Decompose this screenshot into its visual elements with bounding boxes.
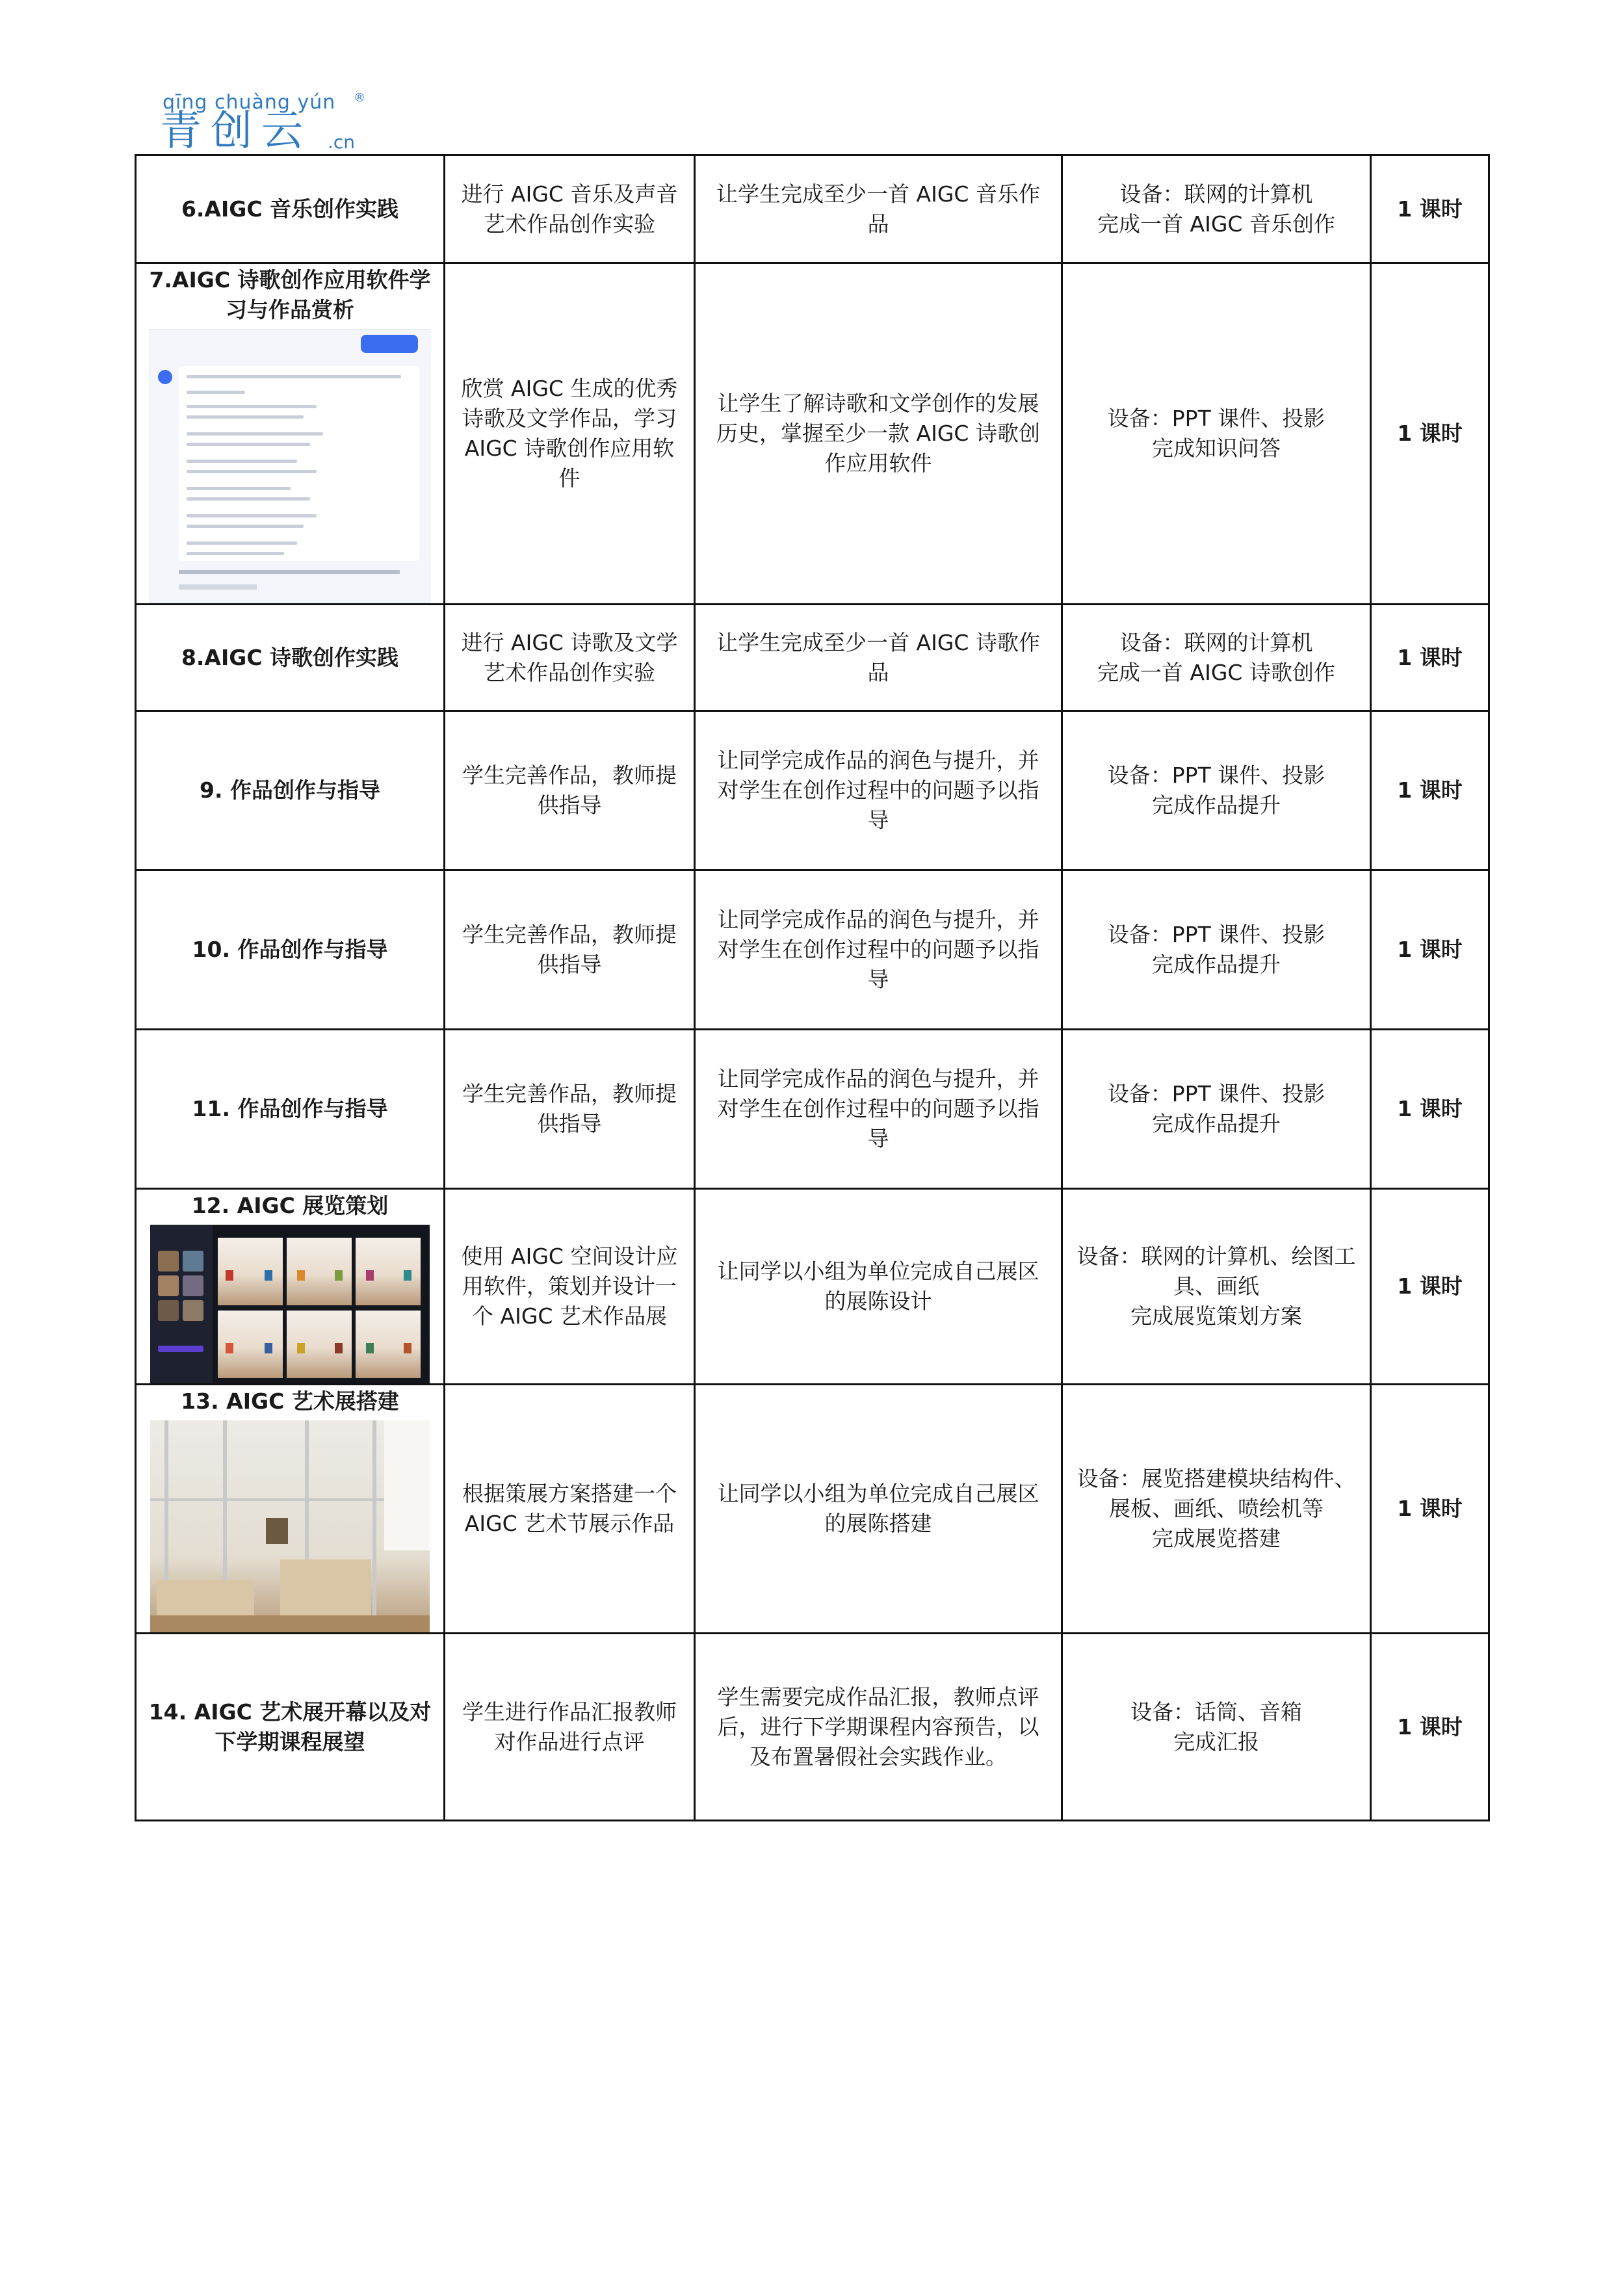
- lesson-title-cell: [136, 1189, 445, 1385]
- lesson-equipment-cell: [1062, 263, 1371, 605]
- lesson-title: 12. AIGC 展览策划: [191, 1193, 389, 1218]
- course-schedule-table: [135, 154, 1490, 1821]
- lesson-equipment-cell: [1062, 155, 1371, 263]
- lesson-title: 11. 作品创作与指导: [136, 1030, 445, 1189]
- lesson-content: 学生完善作品，教师提供指导: [445, 711, 695, 870]
- equipment-text: 设备：PPT 课件、投影: [1107, 1081, 1325, 1106]
- logo-domain: .cn: [328, 131, 356, 153]
- lesson-title-cell: [136, 1385, 445, 1634]
- lesson-goal: 学生需要完成作品汇报，教师点评后，进行下学期课程内容预告，以及布置暑假社会实践作业。: [695, 1634, 1062, 1821]
- lesson-title: 9. 作品创作与指导: [136, 711, 445, 870]
- logo-pinyin: qīng chuàng yún: [163, 91, 336, 114]
- lesson-equipment-cell: [1062, 1030, 1371, 1189]
- lesson-content: 进行 AIGC 诗歌及文学艺术作品创作实验: [445, 605, 695, 711]
- lesson-goal: 让同学以小组为单位完成自己展区的展陈搭建: [695, 1385, 1062, 1634]
- lesson-content: 进行 AIGC 音乐及声音艺术作品创作实验: [445, 155, 695, 263]
- lesson-content: 学生进行作品汇报教师对作品进行点评: [445, 1634, 695, 1821]
- lesson-goal: 让同学完成作品的润色与提升，并对学生在创作过程中的问题予以指导: [695, 870, 1062, 1030]
- table-row: [136, 1634, 1489, 1821]
- assessment-text: 完成作品提升: [1152, 1111, 1281, 1136]
- lesson-equipment-cell: [1062, 1634, 1371, 1821]
- exhibition-build-photo: [150, 1420, 430, 1632]
- equipment-text: 设备：联网的计算机: [1119, 629, 1313, 655]
- lesson-content: 根据策展方案搭建一个 AIGC 艺术节展示作品: [445, 1385, 695, 1634]
- registered-mark: ®: [354, 91, 365, 105]
- lesson-title: 14. AIGC 艺术展开幕以及对下学期课程展望: [136, 1634, 445, 1821]
- lesson-title: 8.AIGC 诗歌创作实践: [136, 605, 445, 711]
- assessment-text: 完成汇报: [1173, 1729, 1259, 1755]
- lesson-goal: 让学生完成至少一首 AIGC 诗歌作品: [695, 605, 1062, 711]
- qingchuangyun-logo: [160, 91, 374, 156]
- equipment-text: 设备：PPT 课件、投影: [1107, 922, 1325, 947]
- lesson-hours: 1 课时: [1371, 605, 1489, 711]
- table-row: [136, 711, 1489, 870]
- assessment-text: 完成作品提升: [1152, 952, 1281, 977]
- assessment-text: 完成作品提升: [1152, 792, 1281, 818]
- lesson-title: 7.AIGC 诗歌创作应用软件学习与作品赏析: [149, 267, 431, 322]
- lesson-equipment-cell: [1062, 605, 1371, 711]
- assessment-text: 完成一首 AIGC 音乐创作: [1097, 211, 1335, 237]
- lesson-hours: 1 课时: [1371, 263, 1489, 605]
- equipment-text: 设备：PPT 课件、投影: [1107, 406, 1325, 431]
- equipment-text: 设备：话筒、音箱: [1130, 1699, 1302, 1725]
- lesson-hours: 1 课时: [1371, 1030, 1489, 1189]
- equipment-text: 设备：展览搭建模块结构件、展板、画纸、喷绘机等: [1076, 1466, 1356, 1521]
- equipment-text: 设备：联网的计算机、绘图工具、画纸: [1076, 1244, 1356, 1299]
- lesson-goal: 让学生完成至少一首 AIGC 音乐作品: [695, 155, 1062, 263]
- logo-characters: 青创云: [160, 107, 312, 155]
- lesson-content: 学生完善作品，教师提供指导: [445, 870, 695, 1030]
- lesson-hours: 1 课时: [1371, 1189, 1489, 1385]
- lesson-hours: 1 课时: [1371, 1385, 1489, 1634]
- table-row: [136, 870, 1489, 1030]
- table-row: [136, 155, 1489, 263]
- lesson-content: 学生完善作品，教师提供指导: [445, 1030, 695, 1189]
- assessment-text: 完成展览策划方案: [1130, 1303, 1302, 1329]
- lesson-title: 13. AIGC 艺术展搭建: [181, 1389, 399, 1414]
- assessment-text: 完成一首 AIGC 诗歌创作: [1097, 659, 1335, 685]
- lesson-hours: 1 课时: [1371, 1634, 1489, 1821]
- lesson-hours: 1 课时: [1371, 155, 1489, 263]
- lesson-goal: 让同学完成作品的润色与提升，并对学生在创作过程中的问题予以指导: [695, 1030, 1062, 1189]
- lesson-title: 6.AIGC 音乐创作实践: [136, 155, 445, 263]
- lesson-content: 欣赏 AIGC 生成的优秀诗歌及文学作品，学习 AIGC 诗歌创作应用软件: [445, 263, 695, 605]
- poetry-app-screenshot: [150, 329, 430, 603]
- lesson-equipment-cell: [1062, 1385, 1371, 1634]
- lesson-equipment-cell: [1062, 711, 1371, 870]
- lesson-goal: 让同学以小组为单位完成自己展区的展陈设计: [695, 1189, 1062, 1385]
- table-row: [136, 1189, 1489, 1385]
- table-row: [136, 605, 1489, 711]
- lesson-equipment-cell: [1062, 1189, 1371, 1385]
- table-row: [136, 263, 1489, 605]
- equipment-text: 设备：PPT 课件、投影: [1107, 763, 1325, 788]
- lesson-hours: 1 课时: [1371, 870, 1489, 1030]
- exhibition-planning-screenshot: [150, 1225, 430, 1383]
- lesson-goal: 让同学完成作品的润色与提升，并对学生在创作过程中的问题予以指导: [695, 711, 1062, 870]
- lesson-hours: 1 课时: [1371, 711, 1489, 870]
- lesson-title-cell: [136, 263, 445, 605]
- table-row: [136, 1385, 1489, 1634]
- equipment-text: 设备：联网的计算机: [1119, 181, 1313, 207]
- assessment-text: 完成知识问答: [1152, 436, 1281, 461]
- table-row: [136, 1030, 1489, 1189]
- lesson-goal: 让学生了解诗歌和文学创作的发展历史，掌握至少一款 AIGC 诗歌创作应用软件: [695, 263, 1062, 605]
- lesson-content: 使用 AIGC 空间设计应用软件，策划并设计一个 AIGC 艺术作品展: [445, 1189, 695, 1385]
- lesson-title: 10. 作品创作与指导: [136, 870, 445, 1030]
- assessment-text: 完成展览搭建: [1152, 1526, 1281, 1551]
- lesson-equipment-cell: [1062, 870, 1371, 1030]
